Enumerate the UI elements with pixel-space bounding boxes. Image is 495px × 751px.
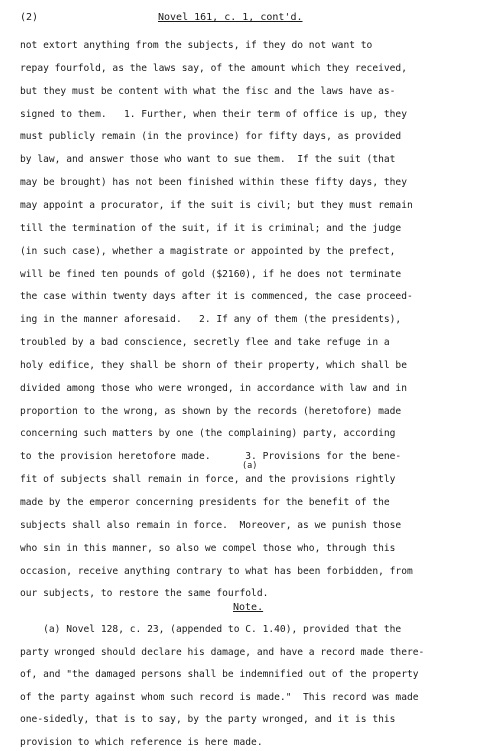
body-line: ing in the manner aforesaid. 2. If any of them (the presidents), <box>20 314 402 326</box>
body-line: must publicly remain (in the province) for fifty days, as provided <box>20 131 402 143</box>
body-line: by law, and answer those who want to sue them. If the suit (that <box>20 154 396 166</box>
body-line: (in such case), whether a magistrate or appointed by the prefect, <box>20 245 396 257</box>
note-line: of the party against whom such record is made." This record was made <box>20 691 419 703</box>
body-line: till the termination of the suit, if it is criminal; and the judge <box>20 222 402 234</box>
body-line: not extort anything from the subjects, if they do not want to <box>20 40 373 51</box>
note-line: party wronged should declare his damage, and have a record made there- <box>20 646 425 658</box>
note-line: (a) Novel 128, c. 23, (appended to C. 1.40), provided that the <box>20 624 402 635</box>
body-line: will be fined ten pounds of gold ($2160), if he does not terminate <box>20 268 402 280</box>
footnote-marker: (a) <box>242 461 258 471</box>
body-line: may appoint a procurator, if the suit is civil; but they must remain <box>20 199 413 211</box>
note-line: provision to which reference is here made. <box>20 737 263 748</box>
body-line: subjects shall also remain in force. Moreover, as we punish those <box>20 519 402 531</box>
page-number: (2) <box>20 12 39 23</box>
body-line: to the provision heretofore made. 3. Provisions for the bene- <box>20 451 402 463</box>
body-line: fit of subjects shall remain in force, and the provisions rightly <box>20 474 396 486</box>
body-line: occasion, receive anything contrary to what has been forbidden, from <box>20 565 413 577</box>
body-line: troubled by a bad conscience, secretly flee and take refuge in a <box>20 337 390 349</box>
note-line: of, and "the damaged persons shall be indemnified out of the property <box>20 669 419 681</box>
body-line: the case within twenty days after it is commenced, the case proceed- <box>20 291 413 303</box>
body-line: but they must be content with what the fisc and the laws have as- <box>20 85 396 97</box>
body-line: divided among those who were wronged, in accordance with law and in <box>20 382 407 394</box>
body-line: our subjects, to restore the same fourfold. <box>20 588 269 600</box>
body-line: signed to them. 1. Further, when their term of office is up, they <box>20 108 407 120</box>
body-line: made by the emperor concerning presidents for the benefit of the <box>20 497 390 508</box>
body-line: who sin in this manner, so also we compel those who, through this <box>20 542 396 554</box>
body-line: proportion to the wrong, as shown by the records (heretofore) made <box>20 405 402 417</box>
note-heading: Note. <box>233 602 264 613</box>
body-line: may be brought) has not been finished within these fifty days, they <box>20 177 407 189</box>
body-line: repay fourfold, as the laws say, of the amount which they received, <box>20 62 407 74</box>
body-line: holy edifice, they shall be shorn of their property, which shall be <box>20 359 407 371</box>
body-line: concerning such matters by one (the complaining) party, according <box>20 428 396 440</box>
page-title: Novel 161, c. 1, cont'd. <box>158 12 303 23</box>
note-line: one-sidedly, that is to say, by the party wronged, and it is this <box>20 714 396 726</box>
